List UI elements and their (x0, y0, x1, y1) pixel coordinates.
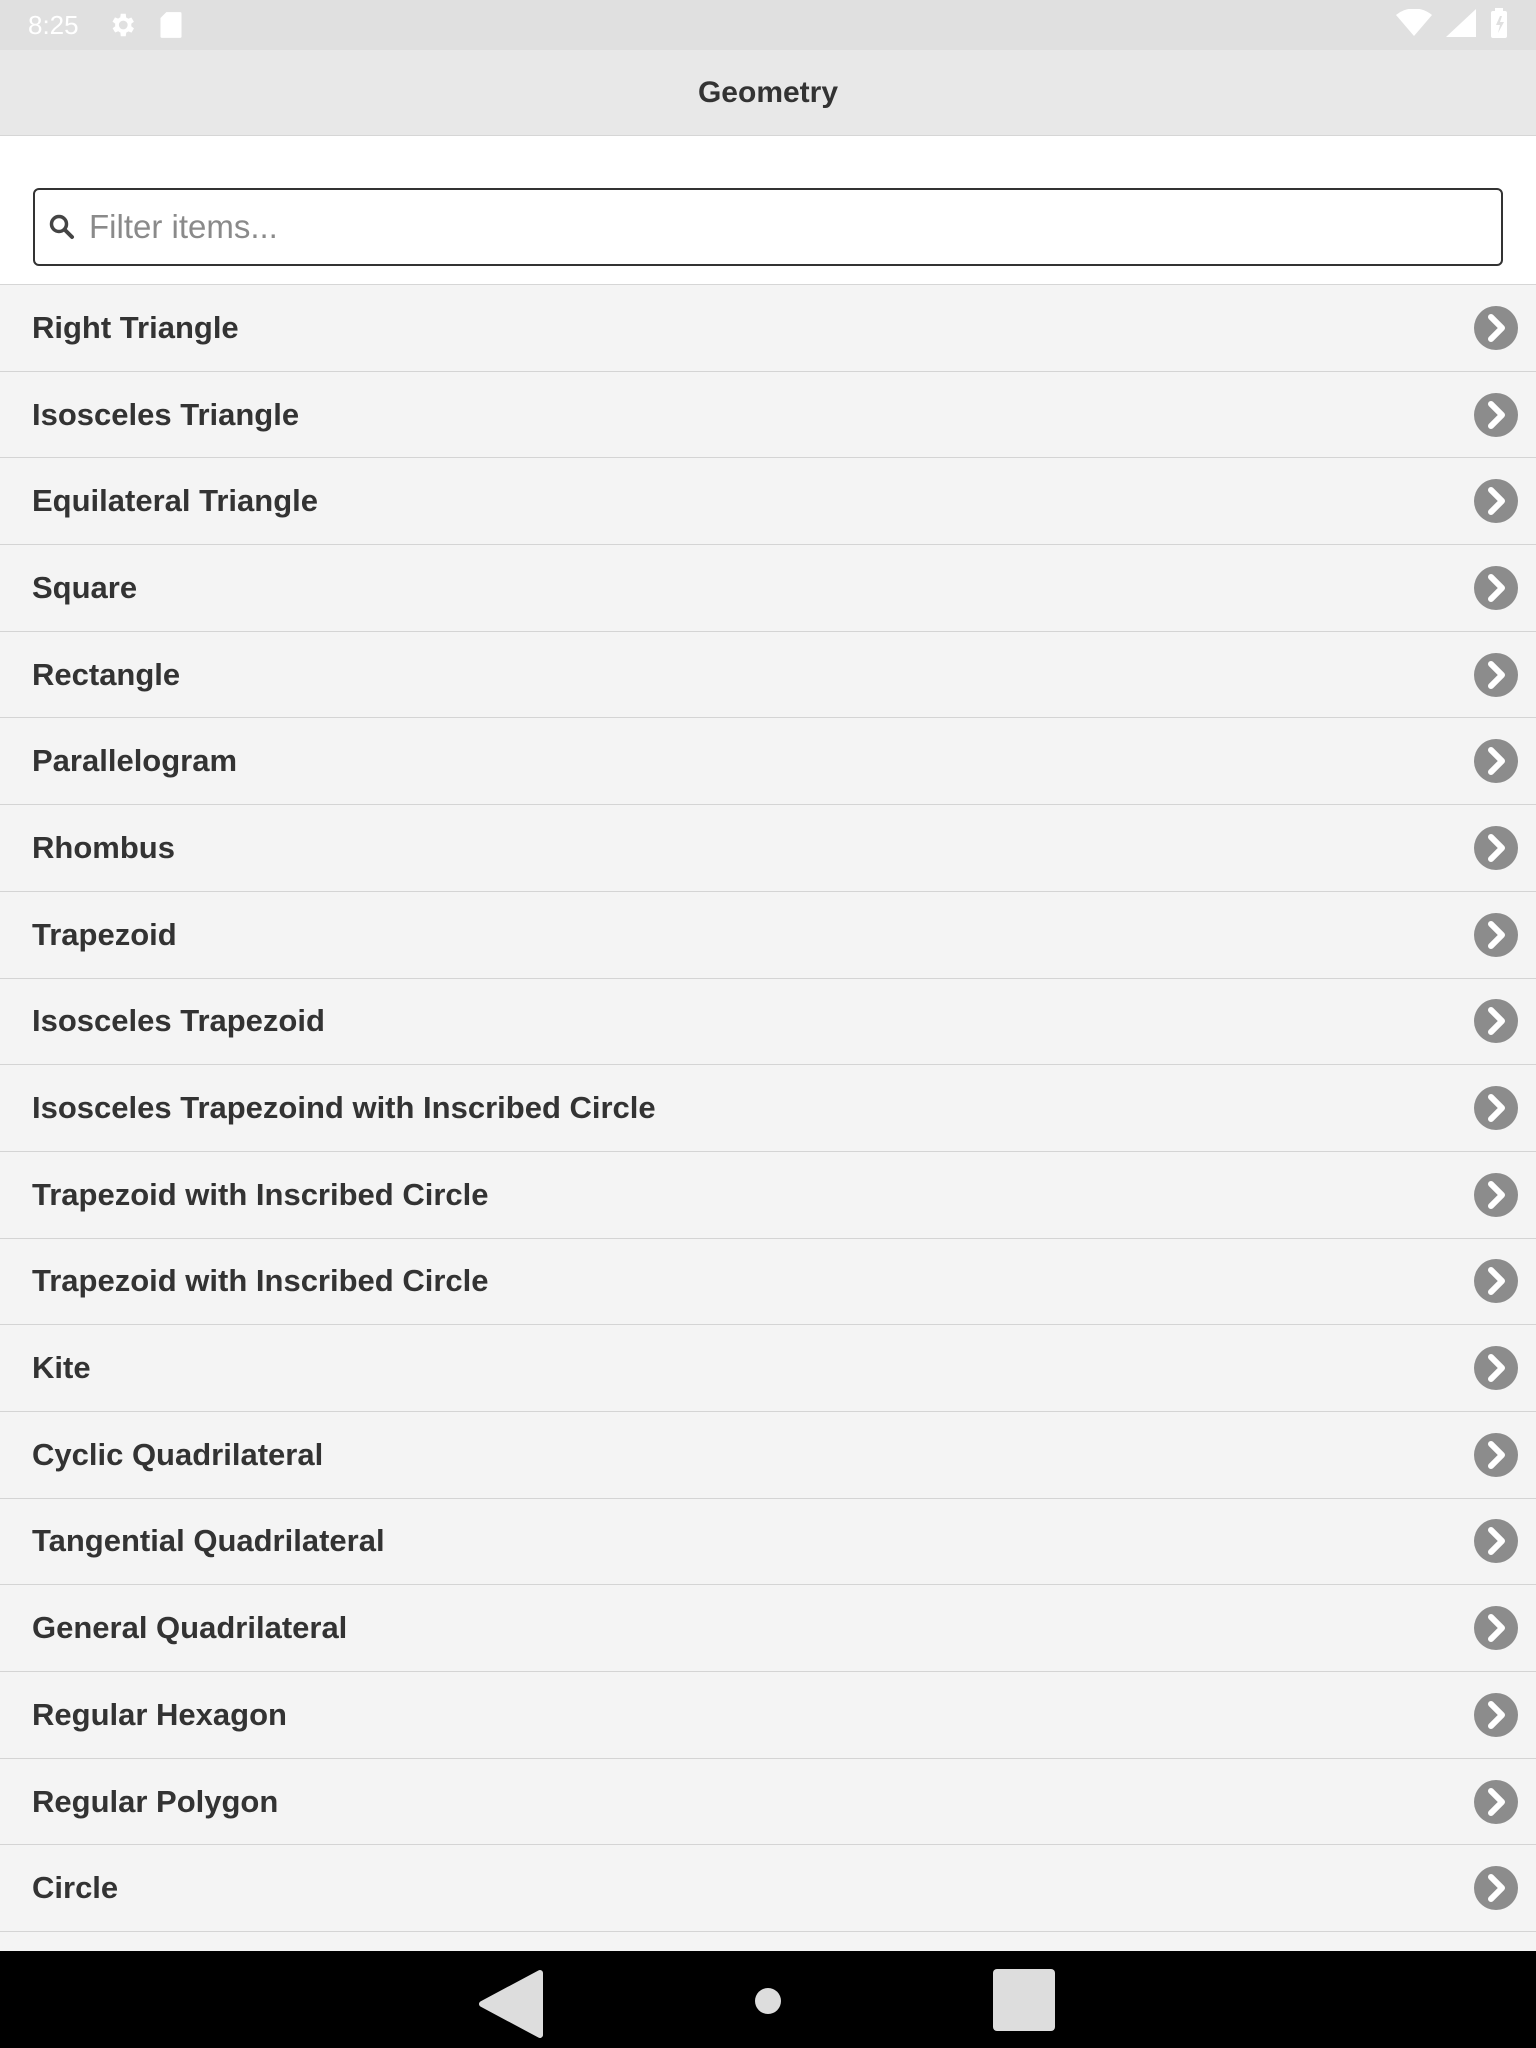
chevron-right-icon (1474, 1433, 1518, 1477)
header (0, 50, 1536, 136)
list-item[interactable] (0, 1845, 1536, 1932)
chevron-right-icon (1474, 1259, 1518, 1303)
chevron-right-icon (1474, 1866, 1518, 1910)
back-icon[interactable] (478, 1969, 544, 2039)
chevron-right-icon (1474, 1086, 1518, 1130)
list-item[interactable] (0, 1672, 1536, 1759)
signal-icon (1446, 9, 1476, 42)
chevron-right-icon (1474, 653, 1518, 697)
list-item[interactable] (0, 892, 1536, 979)
list-item-label: Isosceles Trapezoid (32, 1003, 325, 1039)
list-item[interactable] (0, 805, 1536, 892)
status-time: 8:25 (28, 9, 79, 40)
chevron-right-icon (1474, 479, 1518, 523)
page-title: Geometry (697, 75, 839, 109)
list-item-label: Kite (32, 1350, 91, 1386)
list-item-label: Square (32, 569, 138, 605)
list-item[interactable] (0, 1239, 1536, 1326)
list-item[interactable] (0, 545, 1536, 632)
chevron-right-icon (1474, 1606, 1518, 1650)
list-item-label: Equilateral Triangle (32, 483, 318, 519)
chevron-right-icon (1474, 1173, 1518, 1217)
list-item[interactable] (0, 718, 1536, 805)
list-item-label: Right Triangle (32, 309, 239, 345)
chevron-right-icon (1474, 393, 1518, 437)
list-item-label: Isosceles Trapezoind with Inscribed Circle (32, 1090, 656, 1126)
sd-card-icon (159, 11, 183, 39)
list-item-label: Trapezoid with Inscribed Circle (32, 1176, 489, 1212)
status-bar (0, 0, 1536, 50)
list-item[interactable] (0, 1759, 1536, 1846)
list-item-label: Tangential Quadrilateral (32, 1523, 385, 1559)
chevron-right-icon (1474, 739, 1518, 783)
search-input[interactable] (89, 190, 1501, 264)
list-item[interactable] (0, 1325, 1536, 1412)
list-item[interactable] (0, 458, 1536, 545)
list-item-label: Parallelogram (32, 743, 238, 779)
list-item[interactable] (0, 1065, 1536, 1152)
status-right-group (1396, 8, 1508, 43)
search-icon (47, 212, 77, 242)
chevron-right-icon (1474, 826, 1518, 870)
wifi-icon (1396, 9, 1432, 42)
list-item-label: Rhombus (32, 829, 175, 865)
list-item-label: General Quadrilateral (32, 1610, 348, 1646)
list-item-label: Isosceles Triangle (32, 396, 300, 432)
list-item[interactable] (0, 285, 1536, 372)
recents-icon[interactable] (991, 1967, 1057, 2033)
list-item[interactable] (0, 1152, 1536, 1239)
list-item[interactable] (0, 632, 1536, 719)
list-item[interactable] (0, 1499, 1536, 1586)
list-item-label: Trapezoid with Inscribed Circle (32, 1263, 489, 1299)
search-area (0, 136, 1536, 285)
list-item-label: Regular Polygon (32, 1783, 279, 1819)
list-item[interactable] (0, 1585, 1536, 1672)
chevron-right-icon (1474, 1780, 1518, 1824)
chevron-right-icon (1474, 1519, 1518, 1563)
list-item-label: Regular Hexagon (32, 1696, 287, 1732)
list-item-label: Trapezoid (32, 916, 177, 952)
chevron-right-icon (1474, 306, 1518, 350)
nav-bar (0, 1951, 1536, 2048)
chevron-right-icon (1474, 1346, 1518, 1390)
chevron-right-icon (1474, 1693, 1518, 1737)
search-box[interactable] (33, 188, 1503, 266)
list-item-label: Rectangle (32, 656, 181, 692)
shape-list (0, 285, 1536, 1951)
list-item[interactable] (0, 1412, 1536, 1499)
list-item-label: Cyclic Quadrilateral (32, 1436, 324, 1472)
chevron-right-icon (1474, 566, 1518, 610)
home-icon[interactable] (754, 1987, 782, 2015)
gear-icon (107, 10, 137, 40)
list-item-label: Circle (32, 1870, 119, 1906)
chevron-right-icon (1474, 913, 1518, 957)
chevron-right-icon (1474, 999, 1518, 1043)
list-item[interactable] (0, 372, 1536, 459)
list-item[interactable] (0, 979, 1536, 1066)
battery-icon (1490, 8, 1508, 43)
